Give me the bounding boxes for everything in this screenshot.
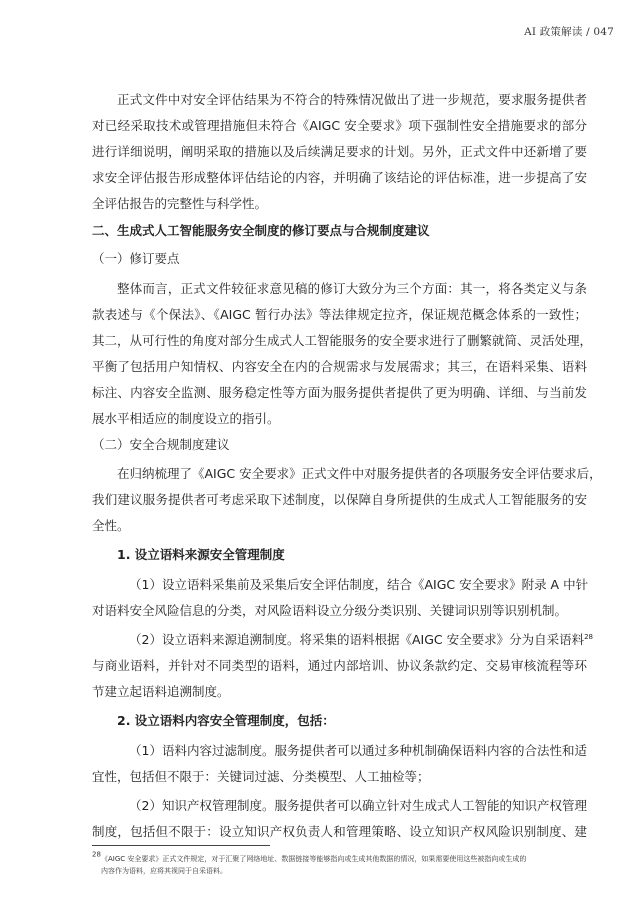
section-heading: 二、生成式人工智能服务安全制度的修订要点与合规制度建议 <box>92 223 430 238</box>
text-span: （2）设立语料来源追溯制度。将采集的语料根据《AIGC 安全要求》分为自采语料 <box>129 632 585 647</box>
text-line: 全性。 <box>92 518 130 533</box>
text-line: 制度，包括但不限于：设立知识产权负责人和管理策略、设立知识产权风险识别制度、建 <box>92 824 587 839</box>
footnote-ref[interactable]: 28 <box>584 632 594 641</box>
text-line: 款表述与《个保法》、《AIGC 暂行办法》等法律规定拉齐，保证规范概念体系的一致性； <box>92 307 587 322</box>
footnote-number: 28 <box>92 850 101 859</box>
text-line: 对已经采取技术或管理措施但未符合《AIGC 安全要求》项下强制性安全措施要求的部分 <box>92 118 587 133</box>
text-line: 全评估报告的完整性与科学性。 <box>92 196 268 211</box>
text-line: 进行详细说明，阐明采取的措施以及后续满足要求的计划。另外，正式文件中还新增了要 <box>92 144 587 159</box>
text-line: 与商业语料，并针对不同类型的语料，通过内部培训、协议条款约定、交易审核流程等环 <box>92 658 587 673</box>
text-line: 标注、内容安全监测、服务稳定性等方面为服务提供者提供了更为明确、详细、与当前发 <box>92 385 587 400</box>
text-line: 宜性，包括但不限于：关键词过滤、分类模型、人工抽检等； <box>92 769 430 784</box>
text-line: 求安全评估报告形成整体评估结论的内容，并明确了该结论的评估标准，进一步提高了安 <box>92 170 587 185</box>
footnote-text-line: 《AIGC 安全要求》正式文件规定，对于汇聚了网络地址、数据链接等能够指向或生成其他数据的情况，如果需要使用这些被指向或生成的 <box>101 855 527 863</box>
footnote-text-line: 内容作为语料，应将其视同于自采语料。 <box>101 867 227 875</box>
text-line: （2）知识产权管理制度。服务提供者可以确立针对生成式人工智能的知识产权管理 <box>129 798 587 813</box>
text-line: 其二，从可行性的角度对部分生成式人工智能服务的安全要求进行了删繁就简、灵活处理， <box>92 333 593 348</box>
numbered-heading: 1. 设立语料来源安全管理制度 <box>117 547 285 562</box>
text-line: 在归纳梳理了《AIGC 安全要求》正式文件中对服务提供者的各项服务安全评估要求后， <box>117 466 602 481</box>
subsection-heading: （二）安全合规制度建议 <box>92 437 230 452</box>
subsection-heading: （一）修订要点 <box>92 251 180 266</box>
numbered-heading: 2. 设立语料内容安全管理制度，包括： <box>117 713 335 728</box>
text-line: 对语料安全风险信息的分类，对风险语料设立分级分类识别、关键词识别等识别机制。 <box>92 603 568 618</box>
text-line: 节建立起语料追溯制度。 <box>92 684 230 699</box>
text-line: （1）设立语料采集前及采集后安全评估制度，结合《AIGC 安全要求》附录 A 中针 <box>129 577 589 592</box>
footnote-divider <box>92 845 270 846</box>
text-line <box>129 632 594 648</box>
text-line: 我们建议服务提供者可考虑采取下述制度，以保障自身所提供的生成式人工智能服务的安 <box>92 492 587 507</box>
text-line: 展水平相适应的制度设立的指引。 <box>92 411 280 426</box>
text-line: 整体而言，正式文件较征求意见稿的修订大致分为三个方面：其一，将各类定义与条 <box>117 281 587 296</box>
text-line: 平衡了包括用户知情权、内容安全在内的合规需求与发展需求；其三，在语料采集、语料 <box>92 359 587 374</box>
running-header: AI 政策解读 / 047 <box>524 26 614 38</box>
text-line: 正式文件中对安全评估结果为不符合的特殊情况做出了进一步规范，要求服务提供者 <box>117 92 587 107</box>
text-line: （1）语料内容过滤制度。服务提供者可以通过多种机制确保语料内容的合法性和适 <box>129 743 587 758</box>
